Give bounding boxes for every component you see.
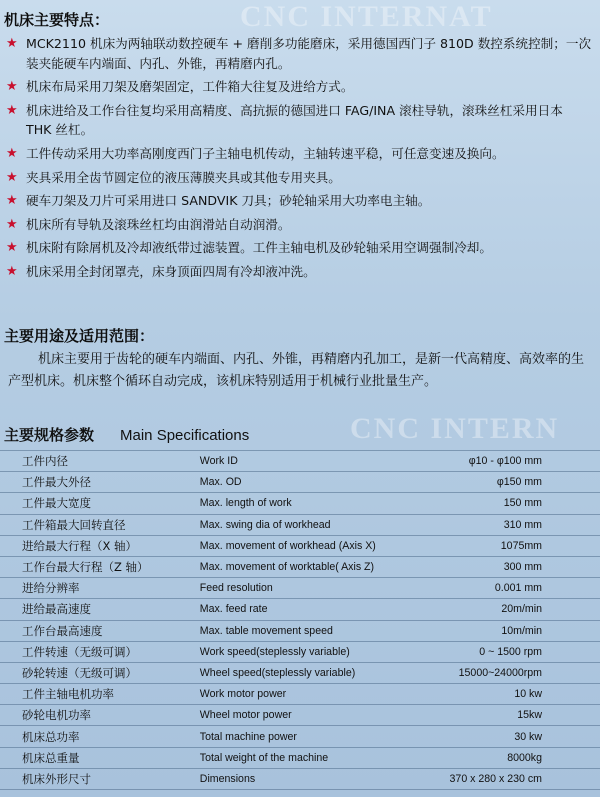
spec-label-zh: 工件最大宽度 <box>0 493 200 514</box>
spec-label-en: Max. length of work <box>200 493 450 514</box>
spec-label-en: Dimensions <box>200 768 450 789</box>
spec-value: 0 ~ 1500 rpm <box>450 641 600 662</box>
star-bullet-icon: ★ <box>6 240 18 256</box>
spec-value: φ10 - φ100 mm <box>450 451 600 472</box>
feature-item: ★ MCK2110 机床为两轴联动数控硬车 + 磨削多功能磨床，采用德国西门子 810D 数控系统控制；一次装夹能硬车内端面、内孔、外锥，再精磨内孔。 <box>6 36 592 71</box>
spec-label-zh: 工件内径 <box>0 451 200 472</box>
watermark-middle: CNC INTERN <box>350 412 560 445</box>
specs-title-zh: 主要规格参数 <box>4 426 95 444</box>
spec-label-en: Work ID <box>200 451 450 472</box>
spec-row <box>0 535 600 556</box>
spec-label-en: Work motor power <box>200 684 450 705</box>
spec-row <box>0 451 600 472</box>
spec-value: 8000kg <box>450 747 600 768</box>
star-bullet-icon: ★ <box>6 145 18 161</box>
usage-paragraph: 机床主要用于齿轮的硬车内端面、内孔、外锥，再精磨内孔加工，是新一代高精度、高效率的生产型机床。机床整个循环自动完成，该机床特别适用于机械行业批量生产。 <box>8 352 585 389</box>
spec-label-en: Max. feed rate <box>200 599 450 620</box>
specs-title-en: Main Specifications <box>120 427 250 444</box>
spec-row <box>0 705 600 726</box>
spec-value: 10 kw <box>450 684 600 705</box>
star-bullet-icon: ★ <box>6 102 18 118</box>
spec-label-en: Max. movement of workhead (Axis X) <box>200 535 450 556</box>
spec-row <box>0 620 600 641</box>
spec-row <box>0 556 600 577</box>
spec-label-zh: 工件最大外径 <box>0 472 200 493</box>
spec-label-zh: 工件转速（无级可调） <box>0 641 200 662</box>
feature-item: ★ 机床布局采用刀架及磨架固定，工件箱大往复及进给方式。 <box>0 77 600 97</box>
spec-value: 15kw <box>450 705 600 726</box>
spec-label-zh: 机床外形尺寸 <box>0 768 200 789</box>
spec-row <box>0 747 600 768</box>
feature-item: ★ 工件传动采用大功率高刚度西门子主轴电机传动，主轴转速平稳，可任意变速及换向。 <box>0 144 600 164</box>
spec-label-zh: 进给最大行程（X 轴） <box>0 535 200 556</box>
spec-label-zh: 进给最高速度 <box>0 599 200 620</box>
spec-label-zh: 工件箱最大回转直径 <box>0 514 200 535</box>
spec-label-en: Wheel motor power <box>200 705 450 726</box>
spec-row <box>0 493 600 514</box>
spec-label-zh: 机床总功率 <box>0 726 200 747</box>
feature-item: ★ 机床附有除屑机及冷却液纸带过滤装置。工件主轴电机及砂轮轴采用空调强制冷却。 <box>0 238 600 258</box>
spec-label-en: Feed resolution <box>200 578 450 599</box>
spec-label-en: Total weight of the machine <box>200 747 450 768</box>
star-bullet-icon: ★ <box>6 263 18 279</box>
watermark-top: CNC INTERNAT <box>240 0 493 33</box>
spec-value: 0.001 mm <box>450 578 600 599</box>
spec-row <box>0 684 600 705</box>
spec-label-zh: 机床总重量 <box>0 747 200 768</box>
star-bullet-icon: ★ <box>6 169 18 185</box>
spec-value: 30 kw <box>450 726 600 747</box>
spec-label-en: Total machine power <box>200 726 450 747</box>
spec-row <box>0 662 600 683</box>
spec-row <box>0 472 600 493</box>
feature-item: ★ 机床所有导轨及滚珠丝杠均由润滑站自动润滑。 <box>0 215 600 235</box>
spec-row <box>0 578 600 599</box>
spec-row <box>0 641 600 662</box>
spec-label-en: Max. OD <box>200 472 450 493</box>
spec-label-en: Max. table movement speed <box>200 620 450 641</box>
features-list <box>0 34 600 282</box>
spec-label-en: Work speed(steplessly variable) <box>200 641 450 662</box>
spec-row <box>0 514 600 535</box>
spec-label-zh: 砂轮转速（无级可调） <box>0 662 200 683</box>
spec-value: 150 mm <box>450 493 600 514</box>
feature-item: ★ 机床进给及工作台往复均采用高精度、高抗振的德国进口 FAG/INA 滚柱导轨，滚珠丝杠采用日本 THK 丝杠。 <box>6 102 563 138</box>
spec-label-en: Max. movement of worktable( Axis Z) <box>200 556 450 577</box>
spec-value: φ150 mm <box>450 472 600 493</box>
spec-label-zh: 砂轮电机功率 <box>0 705 200 726</box>
spec-label-zh: 进给分辨率 <box>0 578 200 599</box>
star-bullet-icon: ★ <box>6 36 18 51</box>
specs-heading <box>4 424 249 445</box>
features-title: 机床主要特点： <box>4 11 110 29</box>
spec-value: 10m/min <box>450 620 600 641</box>
spec-row <box>0 599 600 620</box>
spec-value: 1075mm <box>450 535 600 556</box>
spec-row <box>0 726 600 747</box>
star-bullet-icon: ★ <box>6 216 18 232</box>
spec-label-en: Wheel speed(steplessly variable) <box>200 662 450 683</box>
star-bullet-icon: ★ <box>6 193 18 209</box>
spec-value: 300 mm <box>450 556 600 577</box>
spec-value: 370 x 280 x 230 cm <box>450 768 600 789</box>
feature-item: ★ 硬车刀架及刀片可采用进口 SANDVIK 刀具；砂轮轴采用大功率电主轴。 <box>0 191 600 211</box>
specs-table <box>0 450 600 790</box>
spec-value: 15000~24000rpm <box>450 662 600 683</box>
spec-label-zh: 工件主轴电机功率 <box>0 684 200 705</box>
feature-item: ★ 机床采用全封闭罩壳，床身顶面四周有冷却液冲洗。 <box>0 262 600 282</box>
star-bullet-icon: ★ <box>6 79 18 95</box>
spec-label-zh: 工作台最高速度 <box>0 620 200 641</box>
usage-title: 主要用途及适用范围： <box>4 327 155 345</box>
spec-value: 310 mm <box>450 514 600 535</box>
spec-label-en: Max. swing dia of workhead <box>200 514 450 535</box>
spec-row <box>0 768 600 789</box>
spec-value: 20m/min <box>450 599 600 620</box>
feature-item: ★ 夹具采用全齿节圆定位的液压薄膜夹具或其他专用夹具。 <box>0 168 600 188</box>
spec-label-zh: 工作台最大行程（Z 轴） <box>0 556 200 577</box>
